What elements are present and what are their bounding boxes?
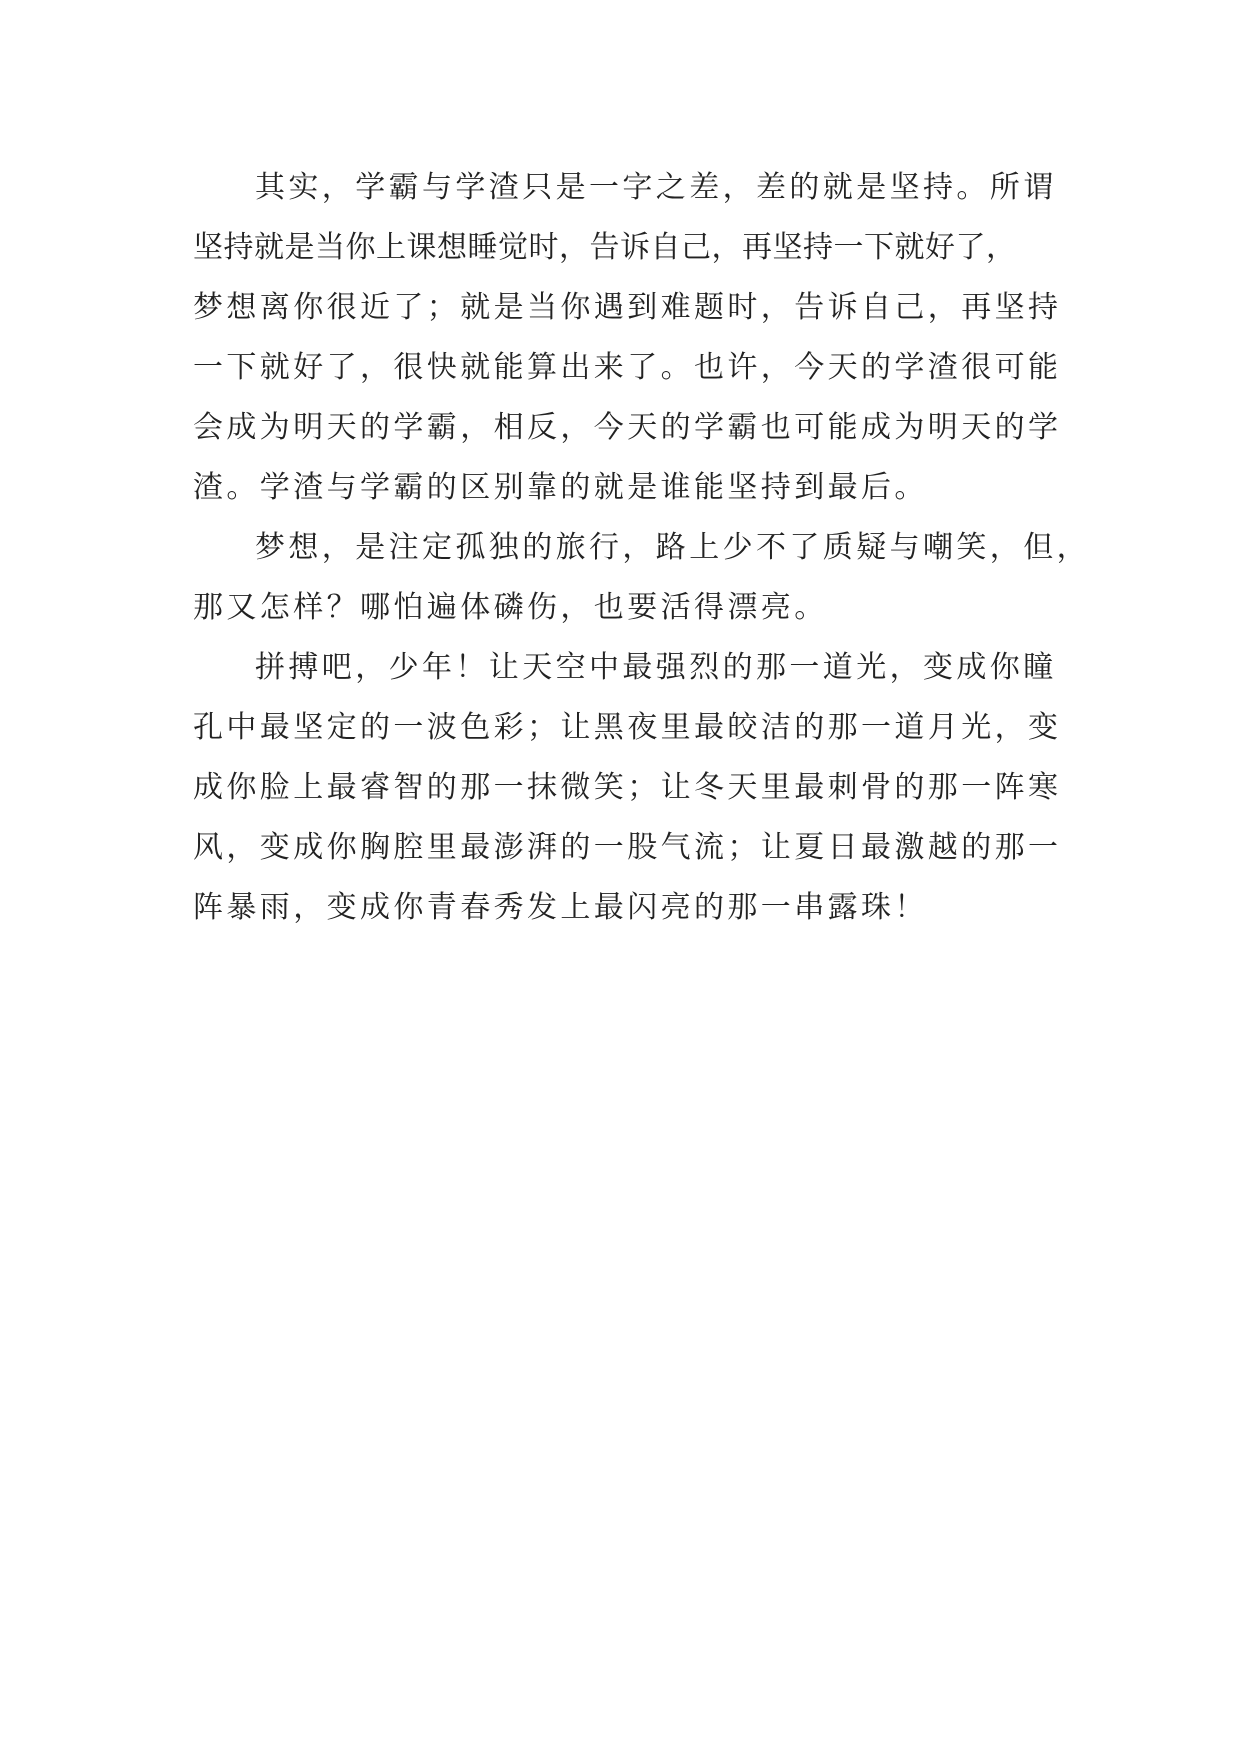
text-line: 那又怎样？哪怕遍体磷伤，也要活得漂亮。 bbox=[193, 590, 828, 625]
text-line: 渣。学渣与学霸的区别靠的就是谁能坚持到最后。 bbox=[193, 470, 928, 505]
text-line: 孔中最坚定的一波色彩；让黑夜里最皎洁的那一道月光，变 bbox=[193, 710, 1062, 745]
text-line: 会成为明天的学霸，相反，今天的学霸也可能成为明天的学 bbox=[193, 410, 1062, 445]
paragraph-3 bbox=[193, 638, 1062, 938]
text-line: 坚持就是当你上课想睡觉时，告诉自己，再坚持一下就好了， bbox=[193, 230, 1017, 265]
paragraph-1 bbox=[193, 158, 1062, 518]
paragraph-2 bbox=[193, 518, 1090, 638]
text-line: 梦想离你很近了；就是当你遇到难题时，告诉自己，再坚持 bbox=[193, 290, 1062, 325]
text-line: 其实，学霸与学渣只是一字之差，差的就是坚持。所谓 bbox=[255, 170, 1057, 205]
text-line: 拼搏吧，少年！让天空中最强烈的那一道光，变成你瞳 bbox=[255, 650, 1057, 685]
text-line: 成你脸上最睿智的那一抹微笑；让冬天里最刺骨的那一阵寒 bbox=[193, 770, 1062, 805]
text-line: 阵暴雨，变成你青春秀发上最闪亮的那一串露珠！ bbox=[193, 890, 928, 925]
text-line: 风，变成你胸腔里最澎湃的一股气流；让夏日最激越的那一 bbox=[193, 830, 1062, 865]
text-line: 一下就好了，很快就能算出来了。也许，今天的学渣很可能 bbox=[193, 350, 1062, 385]
document-body bbox=[193, 158, 1090, 938]
text-line: 梦想，是注定孤独的旅行，路上少不了质疑与嘲笑，但， bbox=[255, 530, 1090, 565]
